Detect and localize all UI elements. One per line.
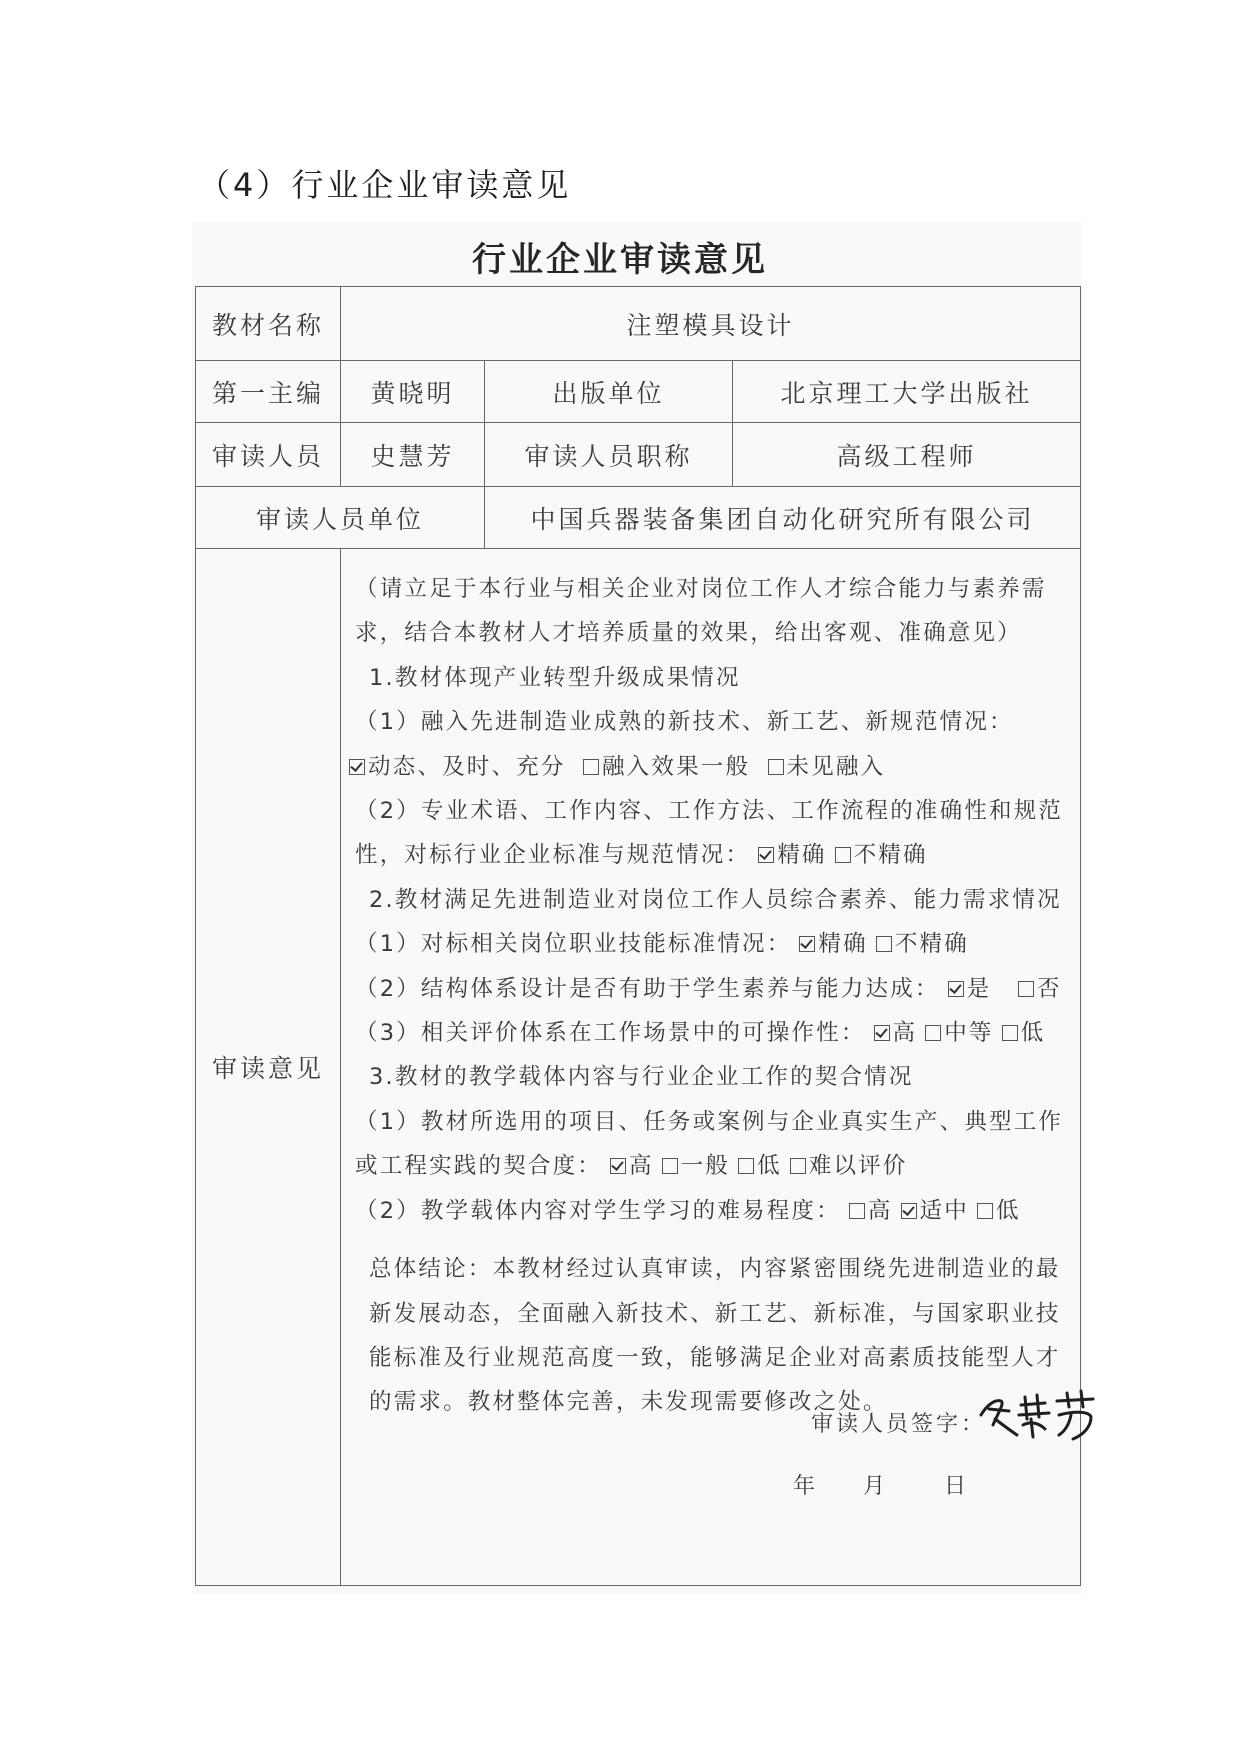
table-row	[196, 549, 1081, 1586]
review-form-table	[195, 286, 1081, 1586]
option-label: 中等	[944, 1020, 994, 1047]
date-month-label: 月	[863, 1474, 889, 1499]
table-row	[196, 287, 1081, 361]
question-text: （2）教学载体内容对学生学习的难易程度：	[355, 1197, 841, 1224]
option-label: 高	[867, 1197, 893, 1224]
reviewer-unit-label: 审读人员单位	[196, 487, 485, 549]
checkbox-empty-icon	[768, 759, 784, 775]
option-label: 不精确	[894, 931, 969, 958]
checkbox-empty-icon	[662, 1158, 678, 1174]
checkbox-checked-icon	[799, 936, 815, 952]
option-label: 低	[757, 1153, 782, 1180]
question-text: （1）教材所选用的项目、任务或案例与企业真实生产、典型工作或工程实践的契合度：	[355, 1108, 1064, 1180]
form-title: 行业企业审读意见	[472, 240, 768, 280]
question-text: （1）对标相关岗位职业技能标准情况：	[355, 931, 792, 958]
question-2-2	[341, 967, 1074, 1011]
option-label: 一般	[680, 1153, 731, 1180]
option-label: 难以评价	[808, 1153, 908, 1180]
opinion-cell	[341, 549, 1081, 1586]
option-label: 精确	[818, 931, 868, 958]
question-3-2	[341, 1189, 1074, 1233]
editor-value: 黄晓明	[341, 361, 485, 423]
publisher-label: 出版单位	[485, 361, 733, 423]
option-label: 精确	[777, 842, 827, 869]
checkbox-empty-icon	[1018, 981, 1034, 997]
question-2-1	[341, 922, 1074, 966]
checkbox-checked-icon	[948, 981, 964, 997]
textbook-label: 教材名称	[196, 287, 341, 361]
question-3-1	[341, 1100, 1074, 1189]
checkbox-checked-icon	[758, 847, 774, 863]
opinion-label: 审读意见	[196, 549, 341, 1586]
reviewer-label: 审读人员	[196, 423, 341, 487]
section-3-title: 3.教材的教学载体内容与行业企业工作的契合情况	[369, 1064, 914, 1091]
reviewer-title-label: 审读人员职称	[485, 423, 733, 487]
question-1-1: （1）融入先进制造业成熟的新技术、新工艺、新规范情况：	[355, 709, 1014, 736]
option-label: 不精确	[853, 842, 928, 869]
checkbox-empty-icon	[925, 1025, 941, 1041]
checkbox-checked-icon	[874, 1025, 890, 1041]
question-text: （3）相关评价体系在工作场景中的可操作性：	[355, 1020, 866, 1047]
reviewer-title-value: 高级工程师	[733, 423, 1081, 487]
option-label: 否	[1037, 975, 1062, 1002]
option-label: 融入效果一般	[601, 753, 751, 780]
checkbox-checked-icon	[349, 759, 365, 775]
date-day-label: 日	[944, 1474, 970, 1499]
handwritten-signature	[973, 1385, 1103, 1443]
options-1-1	[341, 745, 1074, 789]
option-label: 低	[1020, 1020, 1046, 1047]
checkbox-checked-icon	[901, 1203, 917, 1219]
checkbox-empty-icon	[1002, 1025, 1018, 1041]
option-label: 未见融入	[786, 753, 886, 780]
option-label: 高	[629, 1153, 654, 1180]
checkbox-empty-icon	[876, 936, 892, 952]
reviewer-value: 史慧芳	[341, 423, 485, 487]
question-text: （2）结构体系设计是否有助于学生素养与能力达成：	[355, 975, 940, 1002]
date-year-label: 年	[793, 1474, 819, 1499]
opinion-intro: （请立足于本行业与相关企业对岗位工作人才综合能力与素养需求，结合本教材人才培养质量的效果，给出客观、准确意见）	[355, 576, 1047, 647]
question-1-2	[341, 789, 1074, 878]
opinion-text	[341, 567, 1074, 1425]
section-1-title: 1.教材体现产业转型升级成果情况	[369, 664, 741, 691]
conclusion-text: 总体结论：本教材经过认真审读，内容紧密围绕先进制造业的最新发展动态，全面融入新技术、新工艺、新标准，与国家职业技能标准及行业规范高度一致，能够满足企业对高素质技能型人才的需求。教材整体完善，未发现需要修改之处。	[369, 1256, 1061, 1416]
checkbox-empty-icon	[738, 1158, 754, 1174]
editor-label: 第一主编	[196, 361, 341, 423]
checkbox-empty-icon	[835, 847, 851, 863]
option-label: 是	[966, 975, 992, 1002]
section-heading: （4）行业企业审读意见	[198, 166, 572, 204]
checkbox-empty-icon	[849, 1203, 865, 1219]
textbook-value: 注塑模具设计	[341, 287, 1081, 361]
section-2-title: 2.教材满足先进制造业对岗位工作人员综合素养、能力需求情况	[369, 886, 1062, 913]
checkbox-checked-icon	[610, 1158, 626, 1174]
checkbox-empty-icon	[583, 759, 599, 775]
question-text: （2）专业术语、工作内容、工作方法、工作流程的准确性和规范性，对标行业企业标准与规范情况：	[355, 798, 1064, 869]
signature-label: 审读人员签字：	[811, 1412, 987, 1437]
question-2-3	[341, 1011, 1074, 1055]
option-label: 动态、及时、充分	[368, 753, 566, 780]
checkbox-empty-icon	[790, 1158, 806, 1174]
checkbox-empty-icon	[977, 1203, 993, 1219]
table-row	[196, 361, 1081, 423]
option-label: 适中	[919, 1197, 969, 1224]
option-label: 低	[995, 1197, 1021, 1224]
publisher-value: 北京理工大学出版社	[733, 361, 1081, 423]
table-row	[196, 423, 1081, 487]
table-row	[196, 487, 1081, 549]
option-label: 高	[892, 1020, 918, 1047]
reviewer-unit-value: 中国兵器装备集团自动化研究所有限公司	[485, 487, 1081, 549]
